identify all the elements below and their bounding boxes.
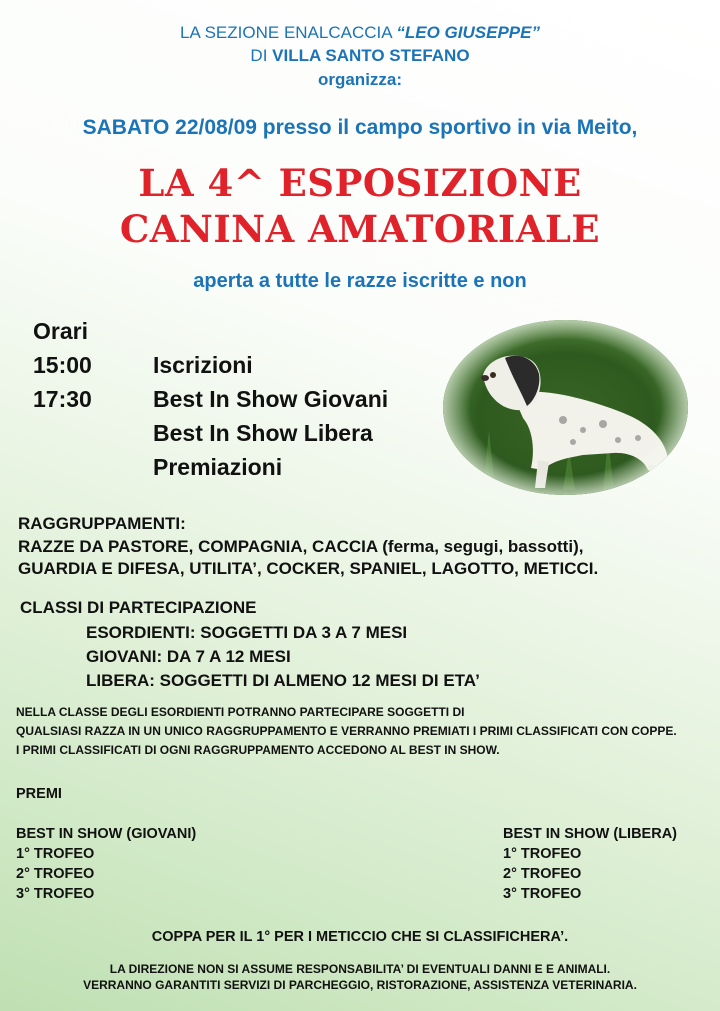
prize-column-left: [16, 824, 196, 904]
event-subtitle: aperta a tutte le razze iscritte e non: [193, 270, 527, 292]
organizer-prefix: LA SEZIONE ENALCACCIA: [180, 23, 397, 42]
prize-title: BEST IN SHOW (LIBERA): [503, 826, 677, 842]
schedule-time: 15:00: [33, 352, 92, 378]
mixed-breed-cup: COPPA PER IL 1° PER I METICCIO CHE SI CLASSIFICHERA’.: [151, 929, 569, 945]
dog-photo: [443, 320, 688, 495]
prize-item: 3° TROFEO: [16, 886, 95, 902]
schedule-row: [33, 416, 388, 450]
schedule-label: Premiazioni: [153, 454, 283, 480]
groups-line: GUARDIA E DIFESA, UTILITA’, COCKER, SPANIEL, LAGOTTO, METICCI.: [18, 559, 599, 578]
schedule-row: [33, 450, 388, 484]
schedule-label: Best In Show Libera: [153, 420, 373, 446]
prize-item: 1° TROFEO: [503, 846, 582, 862]
footer-line: LA DIREZIONE NON SI ASSUME RESPONSABILITA’ DI EVENTUALI DANNI E E ANIMALI.: [109, 962, 611, 976]
footer-line: VERRANNO GARANTITI SERVIZI DI PARCHEGGIO, RISTORAZIONE, ASSISTENZA VETERINARIA.: [83, 978, 637, 992]
location-line: [0, 45, 720, 67]
prize-title: BEST IN SHOW (GIOVANI): [16, 826, 197, 842]
event-date-line: SABATO 22/08/09 presso il campo sportivo in via Meito,: [82, 116, 638, 139]
prize-column-right: [503, 824, 677, 904]
classes-heading: CLASSI DI PARTECIPAZIONE: [20, 598, 257, 617]
schedule-label: Iscrizioni: [153, 352, 253, 378]
event-title-line2: CANINA AMATORIALE: [119, 207, 601, 251]
prize-item: 1° TROFEO: [16, 846, 95, 862]
note-line: QUALSIASI RAZZA IN UN UNICO RAGGRUPPAMENTO E VERRANNO PREMIATI I PRIMI CLASSIFICATI CON COPPE.: [16, 724, 677, 738]
class-item: ESORDIENTI: SOGGETTI DA 3 A 7 MESI: [86, 623, 408, 642]
organizer-line: [0, 22, 720, 44]
note-line: NELLA CLASSE DEGLI ESORDIENTI POTRANNO PARTECIPARE SOGGETTI DI: [16, 705, 465, 719]
class-item: GIOVANI: DA 7 A 12 MESI: [86, 647, 291, 666]
schedule-time: [33, 450, 153, 484]
groups-line: RAZZE DA PASTORE, COMPAGNIA, CACCIA (ferma, segugi, bassotti),: [18, 537, 584, 556]
organizer-name: “LEO GIUSEPPE”: [396, 23, 540, 42]
schedule-time: 17:30: [33, 386, 92, 412]
schedule-time: [33, 416, 153, 450]
prize-item: 3° TROFEO: [503, 886, 582, 902]
event-title-line1: LA 4^ ESPOSIZIONE: [138, 161, 582, 205]
location-prefix: DI: [250, 46, 273, 65]
schedule-label: Best In Show Giovani: [153, 386, 389, 412]
schedule-heading: Orari: [33, 318, 88, 344]
prizes-heading: PREMI: [16, 786, 62, 802]
organizes-label: organizza:: [317, 70, 403, 89]
groups-heading: RAGGRUPPAMENTI:: [18, 514, 186, 533]
schedule-row: [33, 348, 388, 382]
note-line: I PRIMI CLASSIFICATI DI OGNI RAGGRUPPAMENTO ACCEDONO AL BEST IN SHOW.: [16, 743, 500, 757]
location-name: VILLA SANTO STEFANO: [272, 46, 470, 65]
prize-item: 2° TROFEO: [503, 866, 582, 882]
schedule-row: [33, 382, 388, 416]
schedule: [33, 314, 388, 484]
class-item: LIBERA: SOGGETTI DI ALMENO 12 MESI DI ETA’: [86, 671, 480, 690]
prize-item: 2° TROFEO: [16, 866, 95, 882]
